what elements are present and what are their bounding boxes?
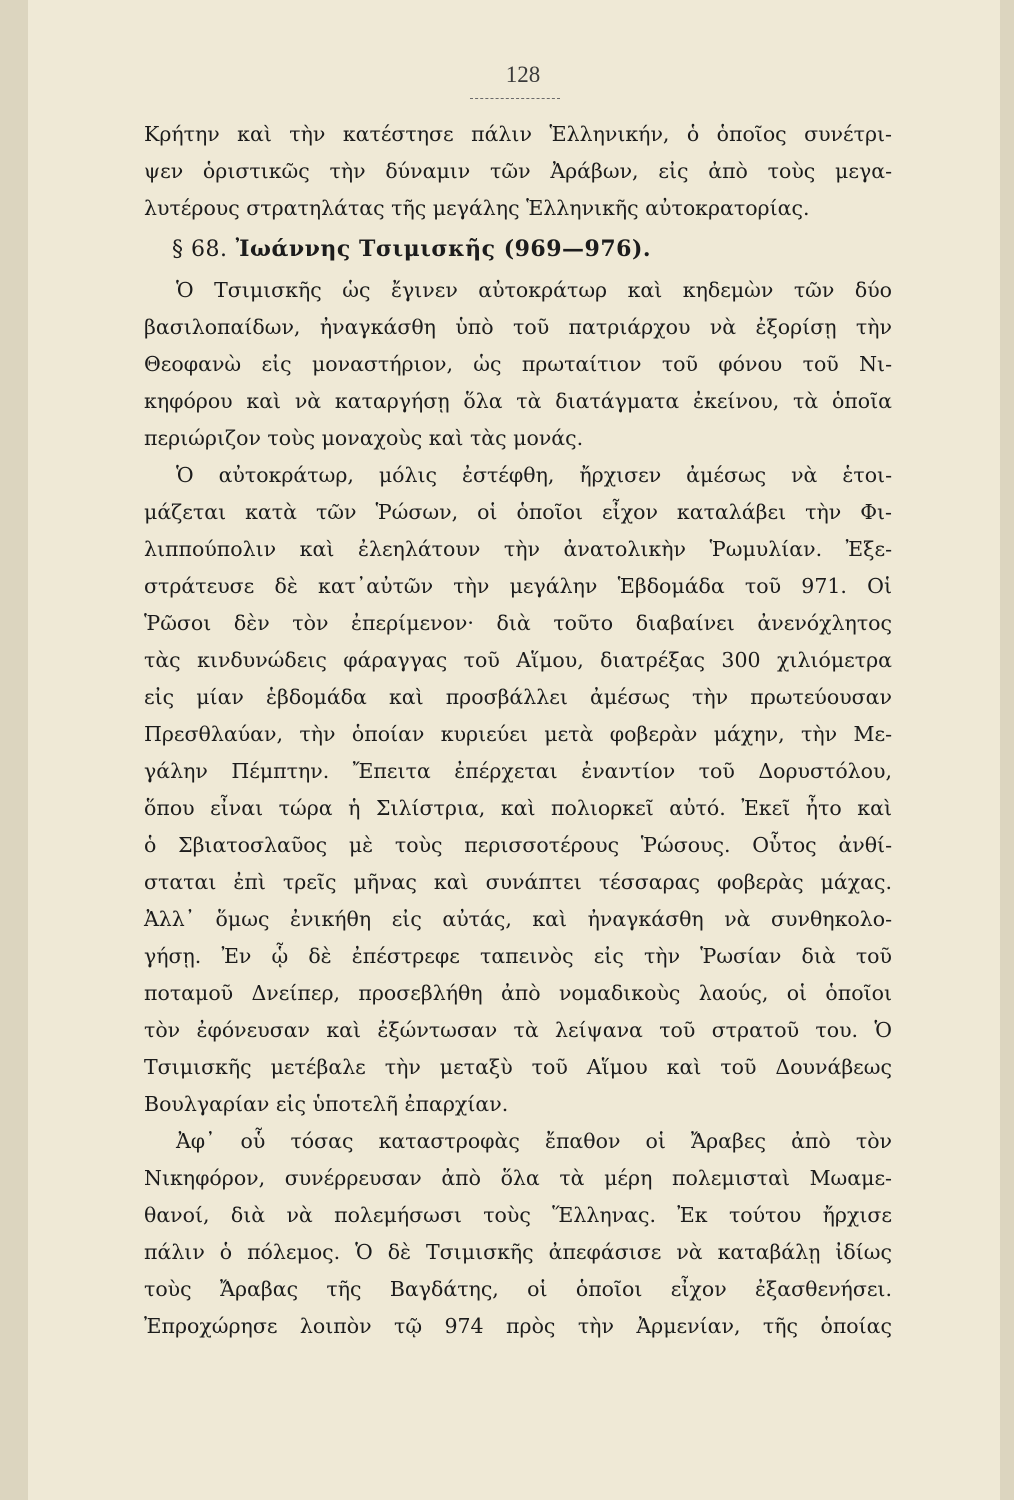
text-line: Θεοφανὼ εἰς μοναστήριον, ὡς πρωταίτιον τοῦ φόνου τοῦ Νι-: [144, 352, 892, 376]
text-line: περιώριζον τοὺς μοναχοὺς καὶ τὰς μονάς.: [144, 426, 584, 450]
text-line: γήσῃ. Ἐν ᾧ δὲ ἐπέστρεφε ταπεινὸς εἰς τὴν Ῥωσίαν διὰ τοῦ: [144, 944, 892, 968]
text-line: λιππούπολιν καὶ ἐλεηλάτουν τὴν ἀνατολικὴν Ῥωμυλίαν. Ἐξε-: [144, 537, 892, 561]
text-line: Κρήτην καὶ τὴν κατέστησε πάλιν Ἑλληνικήν, ὁ ὁποῖος συνέτρι-: [144, 122, 892, 146]
text-line: ψεν ὁριστικῶς τὴν δύναμιν τῶν Ἀράβων, εἰς ἀπὸ τοὺς μεγα-: [144, 159, 892, 183]
text-line: τοὺς Ἄραβας τῆς Βαγδάτης, οἱ ὁποῖοι εἶχον ἐξασθενήσει.: [144, 1277, 892, 1301]
page-number-rule: [470, 98, 560, 99]
text-line: Βουλγαρίαν εἰς ὑποτελῆ ἐπαρχίαν.: [144, 1092, 509, 1116]
text-line: στράτευσε δὲ κατ᾿αὐτῶν τὴν μεγάλην Ἑβδομάδα τοῦ 971. Οἱ: [144, 574, 892, 598]
section-number: § 68.: [172, 237, 228, 262]
text-line: ὅπου εἶναι τώρα ἡ Σιλίστρια, καὶ πολιορκεῖ αὐτό. Ἐκεῖ ἦτο καὶ: [144, 796, 892, 820]
paragraph: [144, 272, 892, 457]
text-line: Ἀλλ᾿ ὅμως ἐνικήθη εἰς αὐτάς, καὶ ἠναγκάσθη νὰ συνθηκολο-: [144, 907, 892, 931]
paragraph: [144, 457, 892, 1123]
text-line: τὰς κινδυνώδεις φάραγγας τοῦ Αἵμου, διατρέξας 300 χιλιόμετρα: [144, 648, 892, 672]
text-line: Τσιμισκῆς μετέβαλε τὴν μεταξὺ τοῦ Αἵμου καὶ τοῦ Δουνάβεως: [144, 1055, 892, 1079]
text-line: ποταμοῦ Δνείπερ, προσεβλήθη ἀπὸ νομαδικοὺς λαούς, οἱ ὁποῖοι: [144, 981, 892, 1005]
text-line: Νικηφόρον, συνέρρευσαν ἀπὸ ὅλα τὰ μέρη πολεμισταὶ Μωαμε-: [144, 1166, 892, 1190]
text-line: Ῥῶσοι δὲν τὸν ἐπερίμενον· διὰ τοῦτο διαβαίνει ἀνενόχλητος: [144, 611, 892, 635]
paragraph: [144, 1123, 892, 1345]
text-line: γάλην Πέμπτην. Ἔπειτα ἐπέρχεται ἐναντίον τοῦ Δορυστόλου,: [144, 759, 892, 783]
text-line: Ἀφ᾿ οὗ τόσας καταστροφὰς ἔπαθον οἱ Ἄραβες ἀπὸ τὸν: [176, 1129, 892, 1153]
text-line: λυτέρους στρατηλάτας τῆς μεγάλης Ἑλληνικῆς αὐτοκρατορίας.: [144, 196, 810, 220]
text-line: θανοί, διὰ νὰ πολεμήσωσι τοὺς Ἕλληνας. Ἐκ τούτου ἤρχισε: [144, 1203, 892, 1227]
text-line: τὸν ἐφόνευσαν καὶ ἐξώντωσαν τὰ λείψανα τοῦ στρατοῦ του. Ὁ: [144, 1018, 892, 1042]
page-body: [144, 116, 892, 1345]
text-line: Ὁ Τσιμισκῆς ὡς ἔγινεν αὐτοκράτωρ καὶ κηδεμὼν τῶν δύο: [176, 278, 892, 302]
text-line: Ὁ αὐτοκράτωρ, μόλις ἐστέφθη, ἤρχισεν ἀμέσως νὰ ἑτοι-: [176, 463, 892, 487]
text-line: σταται ἐπὶ τρεῖς μῆνας καὶ συνάπτει τέσσαρας φοβερὰς μάχας.: [144, 870, 892, 894]
text-line: Πρεσθλαύαν, τὴν ὁποίαν κυριεύει μετὰ φοβερὰν μάχην, τὴν Με-: [144, 722, 892, 746]
section-title: Ἰωάννης Τσιμισκῆς (969—976).: [235, 236, 652, 262]
text-line: μάζεται κατὰ τῶν Ῥώσων, οἱ ὁποῖοι εἶχον καταλάβει τὴν Φι-: [144, 500, 892, 524]
text-line: Ἐπροχώρησε λοιπὸν τῷ 974 πρὸς τὴν Ἀρμενίαν, τῆς ὁποίας: [144, 1314, 892, 1338]
paragraph-continued: [144, 116, 892, 227]
text-line: ὁ Σβιατοσλαῦος μὲ τοὺς περισσοτέρους Ῥώσους. Οὗτος ἀνθί-: [144, 833, 892, 857]
text-line: πάλιν ὁ πόλεμος. Ὁ δὲ Τσιμισκῆς ἀπεφάσισε νὰ καταβάλῃ ἰδίως: [144, 1240, 892, 1264]
book-page: [28, 0, 1000, 1500]
text-line: βασιλοπαίδων, ἠναγκάσθη ὑπὸ τοῦ πατριάρχου νὰ ἐξορίσῃ τὴν: [144, 315, 892, 339]
text-line: εἰς μίαν ἑβδομάδα καὶ προσβάλλει ἀμέσως τὴν πρωτεύουσαν: [144, 685, 892, 709]
section-heading: [144, 231, 892, 268]
text-line: κηφόρου καὶ νὰ καταργήσῃ ὅλα τὰ διατάγματα ἐκείνου, τὰ ὁποῖα: [144, 389, 892, 413]
page-number: 128: [505, 62, 541, 87]
